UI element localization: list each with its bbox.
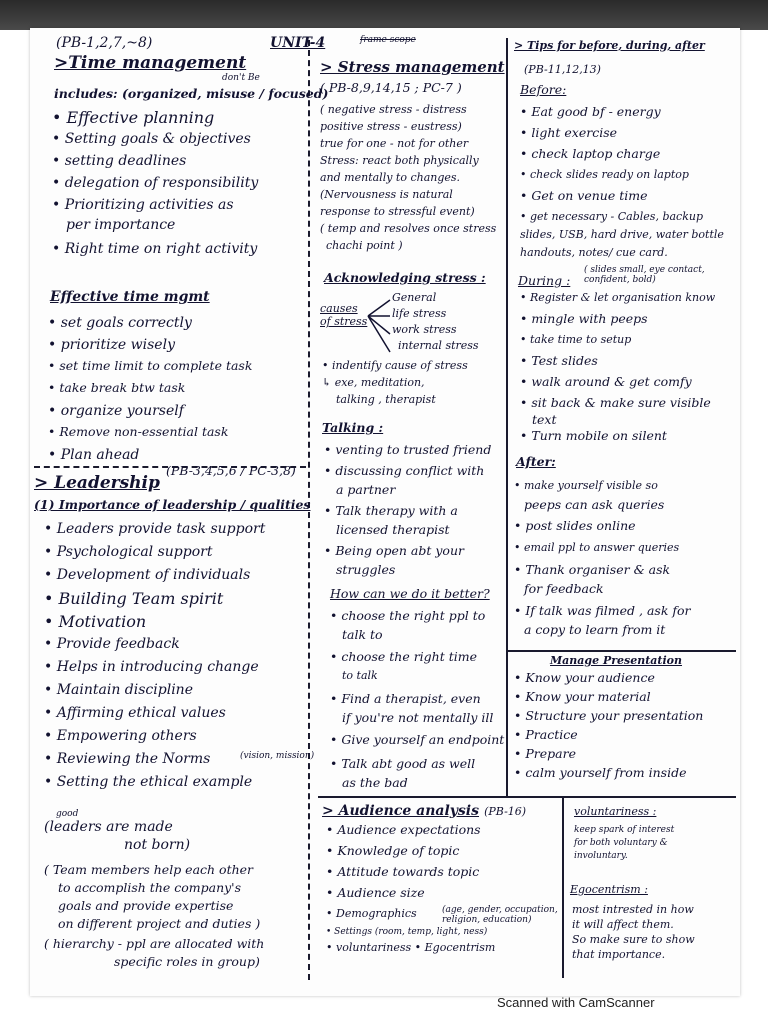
list-item: • take time to setup — [520, 334, 715, 355]
tips-heading: > Tips for before, during, after — [514, 39, 705, 52]
list-item: • discussing conflict with — [324, 465, 491, 484]
list-item: • take break btw task — [48, 382, 252, 404]
list-item: • walk around & get comfy — [520, 376, 715, 397]
list-item: • post slides online — [514, 520, 691, 542]
list-item: • Setting the ethical example — [44, 775, 265, 798]
list-item: • Empowering others — [44, 729, 265, 752]
after-heading: After: — [516, 454, 556, 469]
list-item: • Setting goals & objectives — [52, 132, 258, 154]
list-item: • Knowledge of topic — [326, 845, 495, 866]
list-item: • Talk abt good as well — [330, 758, 504, 777]
leadership-heading: > Leadership — [34, 473, 160, 493]
includes-note: don't Be — [222, 73, 260, 83]
time-management-list — [52, 110, 258, 264]
norms-note: (vision, mission) — [240, 751, 315, 761]
during-note: ( slides small, eye contact, confident, bold) — [584, 265, 705, 285]
scanner-watermark: Scanned with CamScanner — [497, 995, 655, 1010]
list-item: • Leaders provide task support — [44, 522, 265, 545]
list-item: • check laptop charge — [520, 148, 724, 169]
list-item: • calm yourself from inside — [514, 767, 703, 786]
voluntariness-heading: voluntariness : — [574, 805, 657, 818]
egocentrism-heading: Egocentrism : — [570, 883, 648, 896]
scan-background-top — [0, 0, 768, 30]
importance-heading: (1) Importance of leadership / qualities — [34, 497, 311, 512]
list-item: text — [532, 412, 557, 427]
list-item: • Thank organiser & ask — [514, 564, 691, 583]
time-management-ref: (PB-1,2,7,~8) — [56, 35, 153, 51]
list-item: • Demographics — [326, 908, 495, 928]
better-list — [330, 610, 504, 797]
causes-bracket — [364, 294, 394, 364]
time-management-heading: >Time management — [54, 53, 247, 73]
list-item: per importance — [66, 217, 176, 233]
section-divider-manage — [508, 650, 736, 652]
tips-ref: (PB-11,12,13) — [524, 63, 601, 76]
list-item: • light exercise — [520, 127, 724, 148]
list-item: • Attitude towards topic — [326, 866, 495, 887]
list-item: • Talk therapy with a — [324, 505, 491, 524]
list-item: to talk — [342, 669, 378, 682]
scan-background-left — [0, 30, 30, 995]
list-item: • Provide feedback — [44, 637, 265, 660]
demographics-note: (age, gender, occupation, religion, education) — [442, 905, 558, 925]
list-item: • choose the right ppl to — [330, 610, 504, 629]
list-item: as the bad — [342, 775, 408, 790]
list-item: • Structure your presentation — [514, 710, 703, 729]
list-item: • email ppl to answer queries — [514, 542, 691, 564]
during-list — [520, 292, 715, 451]
list-item: • prioritize wisely — [48, 338, 252, 360]
after-list — [514, 480, 691, 645]
before-list — [520, 106, 724, 267]
includes-line: includes: (organized, misuse / focused) — [54, 86, 329, 101]
list-item: • Psychological support — [44, 545, 265, 568]
list-item: • Reviewing the Norms — [44, 752, 265, 775]
list-item: • voluntariness • Egocentrism — [326, 942, 495, 958]
column-divider-3 — [562, 798, 564, 978]
list-item: • Building Team spirit — [44, 591, 265, 614]
list-item: • Development of individuals — [44, 568, 265, 591]
list-item: • setting deadlines — [52, 154, 258, 176]
stress-ref: ( PB-8,9,14,15 ; PC-7 ) — [320, 80, 462, 95]
list-item: • Prepare — [514, 748, 703, 767]
unit-scribble: frame scope — [360, 35, 416, 45]
list-item: • Plan ahead — [48, 448, 252, 470]
list-item: • Affirming ethical values — [44, 706, 265, 729]
list-item: • Settings (room, temp, light, ness) — [326, 928, 495, 942]
list-item: • Give yourself an endpoint — [330, 734, 504, 758]
better-heading: How can we do it better? — [330, 586, 490, 601]
list-item: • Effective planning — [52, 110, 258, 132]
list-item: • mingle with peeps — [520, 313, 715, 334]
causes-label: causes of stress — [320, 302, 368, 329]
list-item: • Test slides — [520, 355, 715, 376]
unit-title: UNIT-4 — [270, 35, 326, 51]
list-item: struggles — [336, 562, 396, 577]
list-item: • Motivation — [44, 614, 265, 637]
list-item: • Eat good bf - energy — [520, 106, 724, 127]
before-heading: Before: — [520, 82, 567, 97]
causes-list: General life stress work stress internal stress — [392, 291, 479, 352]
list-item: if you're not mentally ill — [342, 710, 494, 725]
list-item: slides, USB, hard drive, water bottle — [520, 228, 724, 241]
leadership-ref: (PB-3,4,5,6 / PC-3,8) — [166, 463, 296, 478]
list-item: • If talk was filmed , ask for — [514, 605, 691, 624]
stress-definitions: ( negative stress - distress positive stress - eustress) true for one - not for other Stress: react both physically and mentally to changes. (Nervousness is natural response to stressful event) ( temp and resolves once stress chachi point ) — [320, 103, 497, 252]
list-item: • Find a therapist, even — [330, 693, 504, 712]
list-item: • organize yourself — [48, 404, 252, 426]
list-item: a partner — [336, 482, 396, 497]
acknowledging-heading: Acknowledging stress : — [324, 270, 486, 285]
list-item: talk to — [342, 627, 383, 642]
leaders-good-note: good — [56, 809, 79, 819]
list-item: • set time limit to complete task — [48, 360, 252, 382]
leadership-list — [44, 522, 265, 798]
list-item: handouts, notes/ cue card. — [520, 246, 668, 259]
list-item: licensed therapist — [336, 522, 450, 537]
list-item: • check slides ready on laptop — [520, 169, 724, 190]
list-item: • make yourself visible so — [514, 480, 691, 499]
list-item: • Helps in introducing change — [44, 660, 265, 683]
talking-list — [324, 444, 491, 585]
list-item: • Know your audience — [514, 672, 703, 691]
list-item: • get necessary - Cables, backup — [520, 211, 724, 229]
list-item: • Register & let organisation know — [520, 292, 715, 313]
list-item: • set goals correctly — [48, 316, 252, 338]
list-item: • Maintain discipline — [44, 683, 265, 706]
effective-time-list — [48, 316, 252, 470]
list-item: • Audience expectations — [326, 824, 495, 845]
stress-heading: > Stress management — [320, 58, 505, 76]
list-item: for feedback — [524, 581, 604, 596]
during-heading: During : — [518, 273, 571, 288]
notes-page — [30, 28, 740, 996]
team-note: ( Team members help each other to accomplish the company's goals and provide expertise on different project and duties ) ( hierarchy - ppl are allocated with specific roles in group) — [44, 862, 265, 969]
list-item: • Turn mobile on silent — [520, 430, 715, 451]
effective-time-heading: Effective time mgmt — [50, 289, 210, 305]
list-item: • Right time on right activity — [52, 242, 258, 264]
manage-heading: Manage Presentation — [550, 654, 683, 667]
list-item: a copy to learn from it — [524, 622, 666, 637]
list-item: • Know your material — [514, 691, 703, 710]
list-item: peeps can ask queries — [524, 497, 665, 512]
leaders-made-note: (leaders are made not born) — [44, 819, 191, 853]
column-divider-2 — [506, 38, 508, 798]
list-item: • Remove non-essential task — [48, 426, 252, 448]
list-item: • Practice — [514, 729, 703, 748]
list-item: • delegation of responsibility — [52, 176, 258, 198]
list-item: • choose the right time — [330, 651, 504, 670]
list-item: • Get on venue time — [520, 190, 724, 211]
voluntariness-note: keep spark of interest for both voluntary & involuntary. — [574, 825, 675, 861]
audience-list — [326, 824, 495, 958]
talking-heading: Talking : — [322, 420, 384, 435]
identify-stress: • indentify cause of stress ↳ exe, meditation, talking , therapist — [322, 359, 468, 406]
egocentrism-note: most intrested in how it will affect them. So make sure to show that importance. — [572, 903, 695, 961]
list-item: • sit back & make sure visible — [520, 397, 715, 414]
manage-list — [514, 672, 703, 786]
list-item: • Being open abt your — [324, 545, 491, 564]
list-item: • venting to trusted friend — [324, 444, 491, 465]
list-item: • Audience size — [326, 887, 495, 908]
audience-heading: > Audience analysis (PB-16) — [322, 803, 527, 819]
list-item: • Prioritizing activities as — [52, 198, 258, 218]
